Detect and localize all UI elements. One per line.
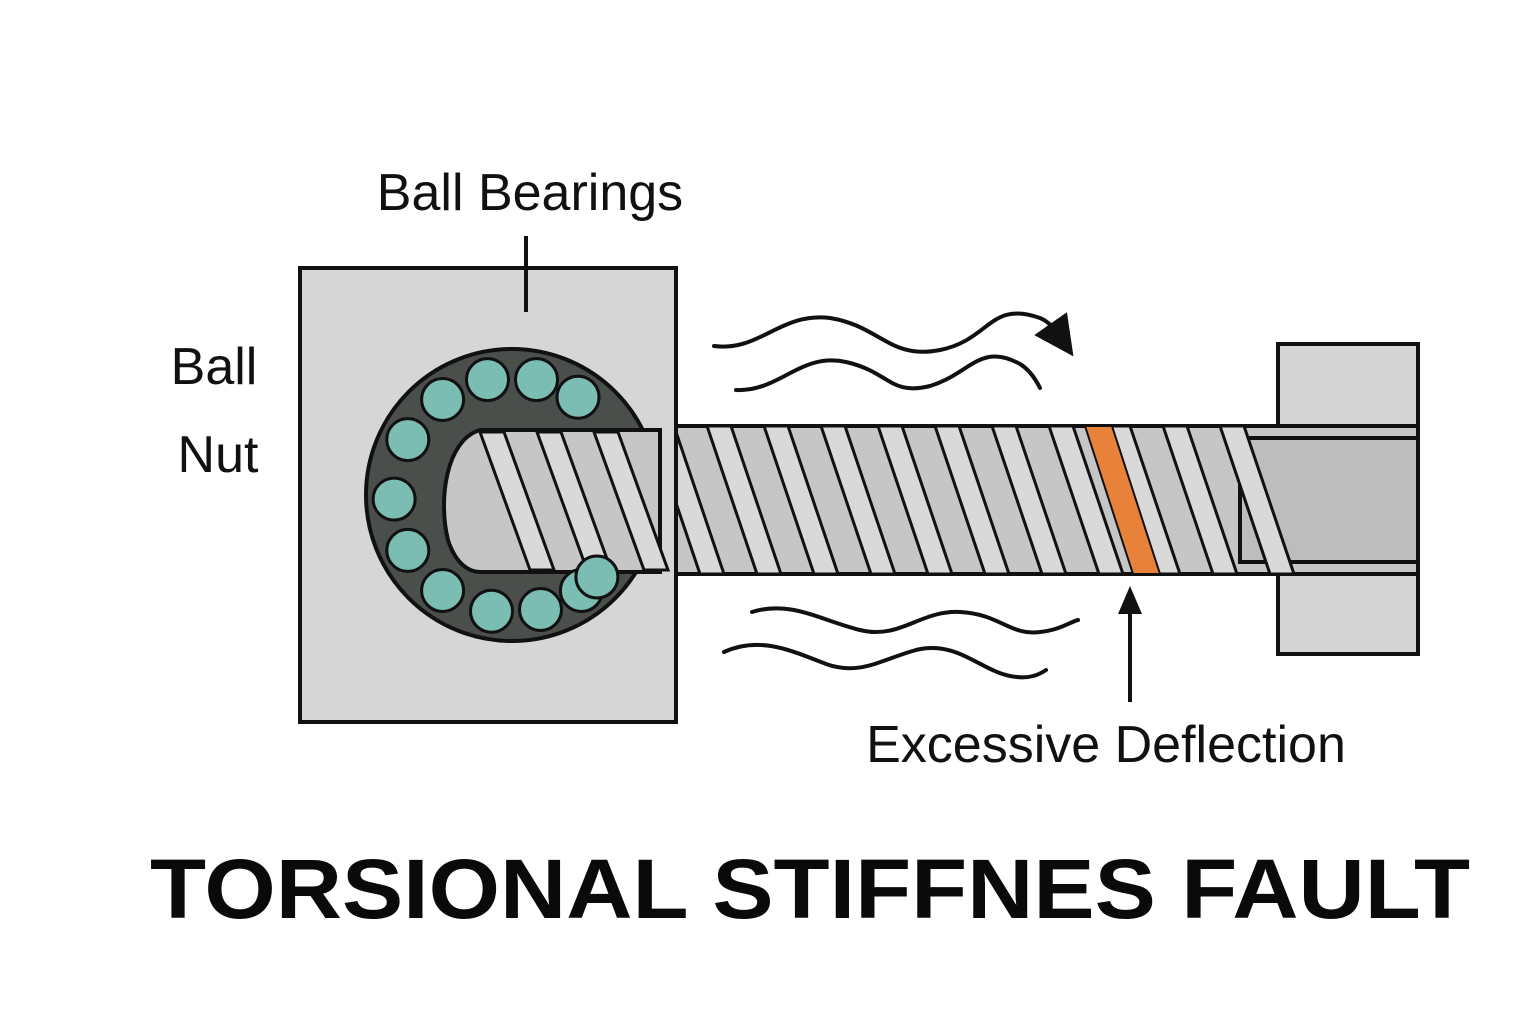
ball-bearing (471, 590, 513, 632)
ball-bearings-label: Ball Bearings (376, 164, 684, 222)
excessive-deflection-label: Excessive Deflection (866, 716, 1346, 774)
ball-bearing (520, 589, 562, 631)
arrow-up-icon (1118, 586, 1142, 702)
ball-bearing (422, 570, 464, 612)
vibration-wave-icon (724, 608, 1078, 677)
vibration-wave-icon (714, 313, 1062, 390)
ball-nut-label-line2: Nut (177, 426, 259, 484)
page-title: TORSIONAL STIFFNES FAULT (150, 842, 1470, 936)
ball-nut-label-line1: Ball (170, 338, 258, 396)
ball-bearing (373, 478, 415, 520)
ball-bearing (387, 419, 429, 461)
ball-bearing (576, 556, 618, 598)
ball-bearing (516, 359, 558, 401)
ball-bearing (387, 529, 429, 571)
ball-bearing (422, 379, 464, 421)
ball-bearing (557, 376, 599, 418)
ball-bearing (467, 359, 509, 401)
